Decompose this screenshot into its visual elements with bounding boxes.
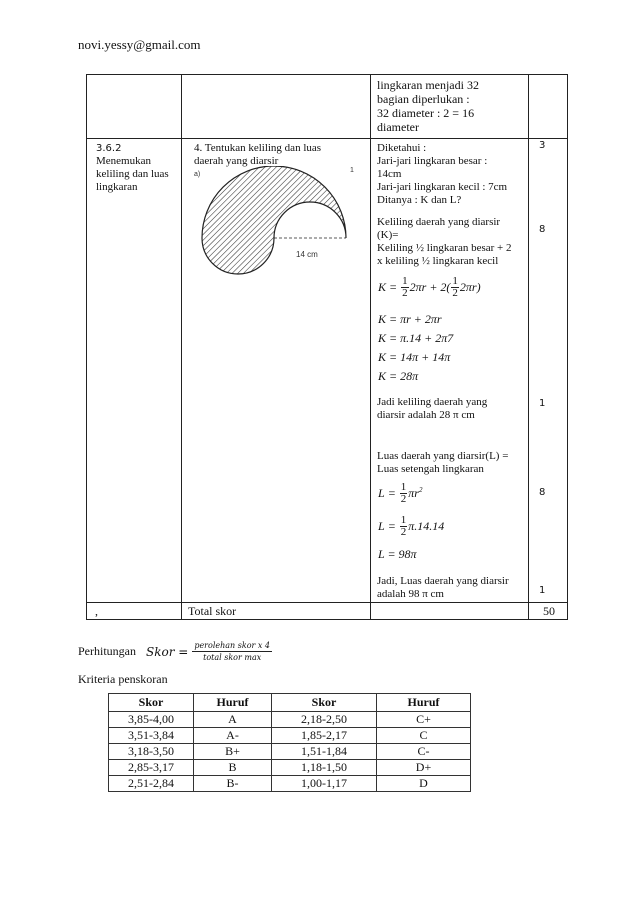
table-col-divider: [181, 74, 182, 620]
table-cell: B: [194, 760, 272, 776]
indicator-code: 3.6.2: [96, 143, 122, 154]
table-cell: A: [194, 712, 272, 728]
table-col-divider: [528, 74, 529, 620]
formula-denominator: total skor max: [203, 653, 262, 662]
total-score-value: 50: [543, 604, 555, 618]
score-formula: [78, 640, 272, 663]
equation-luas-1: L = $\frac{1}{2}$ $\pi r^2$: [378, 480, 423, 505]
total-score-label: Total skor: [188, 604, 237, 618]
header-cell: Skor: [109, 694, 194, 712]
table-cell: A-: [194, 728, 272, 744]
table-cell: B-: [194, 776, 272, 792]
equation-keliling-5: K = 28π: [378, 369, 419, 383]
table-cell: D+: [377, 760, 471, 776]
text-line: x keliling ½ lingkaran kecil: [377, 255, 499, 267]
table-border-left: [86, 74, 87, 620]
text-line: 4. Tentukan keliling dan luas: [194, 142, 322, 154]
criteria-header-row: [109, 694, 471, 712]
footer-comma: ,: [95, 604, 98, 618]
author-email: novi.yessy@gmail.com: [78, 37, 201, 52]
text-line: lingkaran menjadi 32: [377, 78, 479, 92]
table-cell: 2,51-2,84: [109, 776, 194, 792]
score-value: 8: [539, 487, 546, 498]
header-cell: Huruf: [194, 694, 272, 712]
text-line: Keliling daerah yang diarsir: [377, 216, 501, 228]
score-value: 1: [539, 585, 546, 596]
score-value: 8: [539, 224, 546, 235]
text-line: diarsir adalah 28 π cm: [377, 409, 475, 421]
answer-keliling-conclusion: [377, 396, 487, 422]
figure-label-1: 1: [350, 167, 354, 174]
formula-fraction: [192, 640, 272, 663]
criteria-table: [108, 693, 471, 792]
text-line: lingkaran: [96, 181, 138, 193]
equation-keliling-4: K = 14π + 14π: [378, 350, 451, 364]
text-line: 32 diameter : 2 = 16: [377, 106, 475, 120]
table-border-bottom: [86, 619, 568, 620]
text-line: 14cm: [377, 168, 402, 180]
figure-dimension: 14 cm: [296, 250, 318, 259]
table-row: [109, 744, 471, 760]
table-cell: 3,85-4,00: [109, 712, 194, 728]
table-row: [109, 760, 471, 776]
table-row-divider: [86, 138, 568, 139]
shaded-region-figure: [192, 166, 364, 281]
table-cell: 3,18-3,50: [109, 744, 194, 760]
text-line: Luas setengah lingkaran: [377, 463, 484, 475]
text-line: (K)=: [377, 229, 399, 241]
table-row: [109, 728, 471, 744]
table-cell: D: [377, 776, 471, 792]
semicircle-figure-icon: [192, 166, 364, 281]
table-cell: 1,18-1,50: [272, 760, 377, 776]
header-cell: Skor: [272, 694, 377, 712]
text-line: adalah 98 π cm: [377, 588, 444, 600]
text-line: keliling dan luas: [96, 168, 169, 180]
text-line: Keliling ½ lingkaran besar + 2: [377, 242, 512, 254]
table-row-divider: [86, 602, 568, 603]
table-cell: C+: [377, 712, 471, 728]
table-border-right: [567, 74, 568, 620]
formula-label: Perhitungan: [78, 644, 136, 658]
answer-luas-intro: [377, 450, 508, 476]
text-line: Menemukan: [96, 155, 151, 167]
table-cell: 1,00-1,17: [272, 776, 377, 792]
table-cell: 2,18-2,50: [272, 712, 377, 728]
score-value: 3: [539, 140, 546, 151]
table-cell: 1,85-2,17: [272, 728, 377, 744]
table-cell: B+: [194, 744, 272, 760]
formula-lhs: Skor =: [146, 644, 189, 659]
table-cell: 3,51-3,84: [109, 728, 194, 744]
score-value: 1: [539, 398, 546, 409]
formula-numerator: perolehan skor x 4: [194, 641, 271, 650]
text-line: bagian diperlukan :: [377, 92, 470, 106]
equation-luas-2: L = $\frac{1}{2}$ π.14.14: [378, 513, 445, 538]
continued-answer: [377, 78, 479, 134]
table-cell: 2,85-3,17: [109, 760, 194, 776]
text-line: Jadi, Luas daerah yang diarsir: [377, 575, 509, 587]
equation-luas-3: L = 98π: [378, 547, 417, 561]
equation-keliling-2: K = πr + 2πr: [378, 312, 442, 326]
criteria-title: Kriteria penskoran: [78, 672, 168, 686]
question-cell: [194, 142, 321, 168]
text-line: Jadi keliling daerah yang: [377, 396, 488, 408]
figure-label-a: a): [194, 171, 201, 178]
table-cell: 1,51-1,84: [272, 744, 377, 760]
answer-known: [377, 142, 507, 207]
table-cell: C: [377, 728, 471, 744]
table-col-divider: [370, 74, 371, 620]
text-line: Luas daerah yang diarsir(L) =: [377, 450, 509, 462]
answer-luas-conclusion: [377, 575, 509, 601]
equation-keliling-3: K = π.14 + 2π7: [378, 331, 454, 345]
indicator-cell: [96, 142, 169, 194]
equation-keliling-1: K = $\frac{1}{2}$ 2πr + 2( $\frac{1}{2}$ 2πr ): [378, 274, 481, 299]
text-line: Diketahui :: [377, 142, 427, 154]
text-line: Jari-jari lingkaran kecil : 7cm: [377, 181, 508, 193]
text-line: Ditanya : K dan L?: [377, 194, 462, 206]
table-cell: C-: [377, 744, 471, 760]
answer-keliling-intro: [377, 216, 512, 268]
table-row: [109, 776, 471, 792]
text-line: diameter: [377, 120, 419, 134]
header-cell: Huruf: [377, 694, 471, 712]
table-row: [109, 712, 471, 728]
text-line: daerah yang diarsir: [194, 155, 279, 167]
text-line: Jari-jari lingkaran besar :: [377, 155, 488, 167]
table-border-top: [86, 74, 568, 75]
